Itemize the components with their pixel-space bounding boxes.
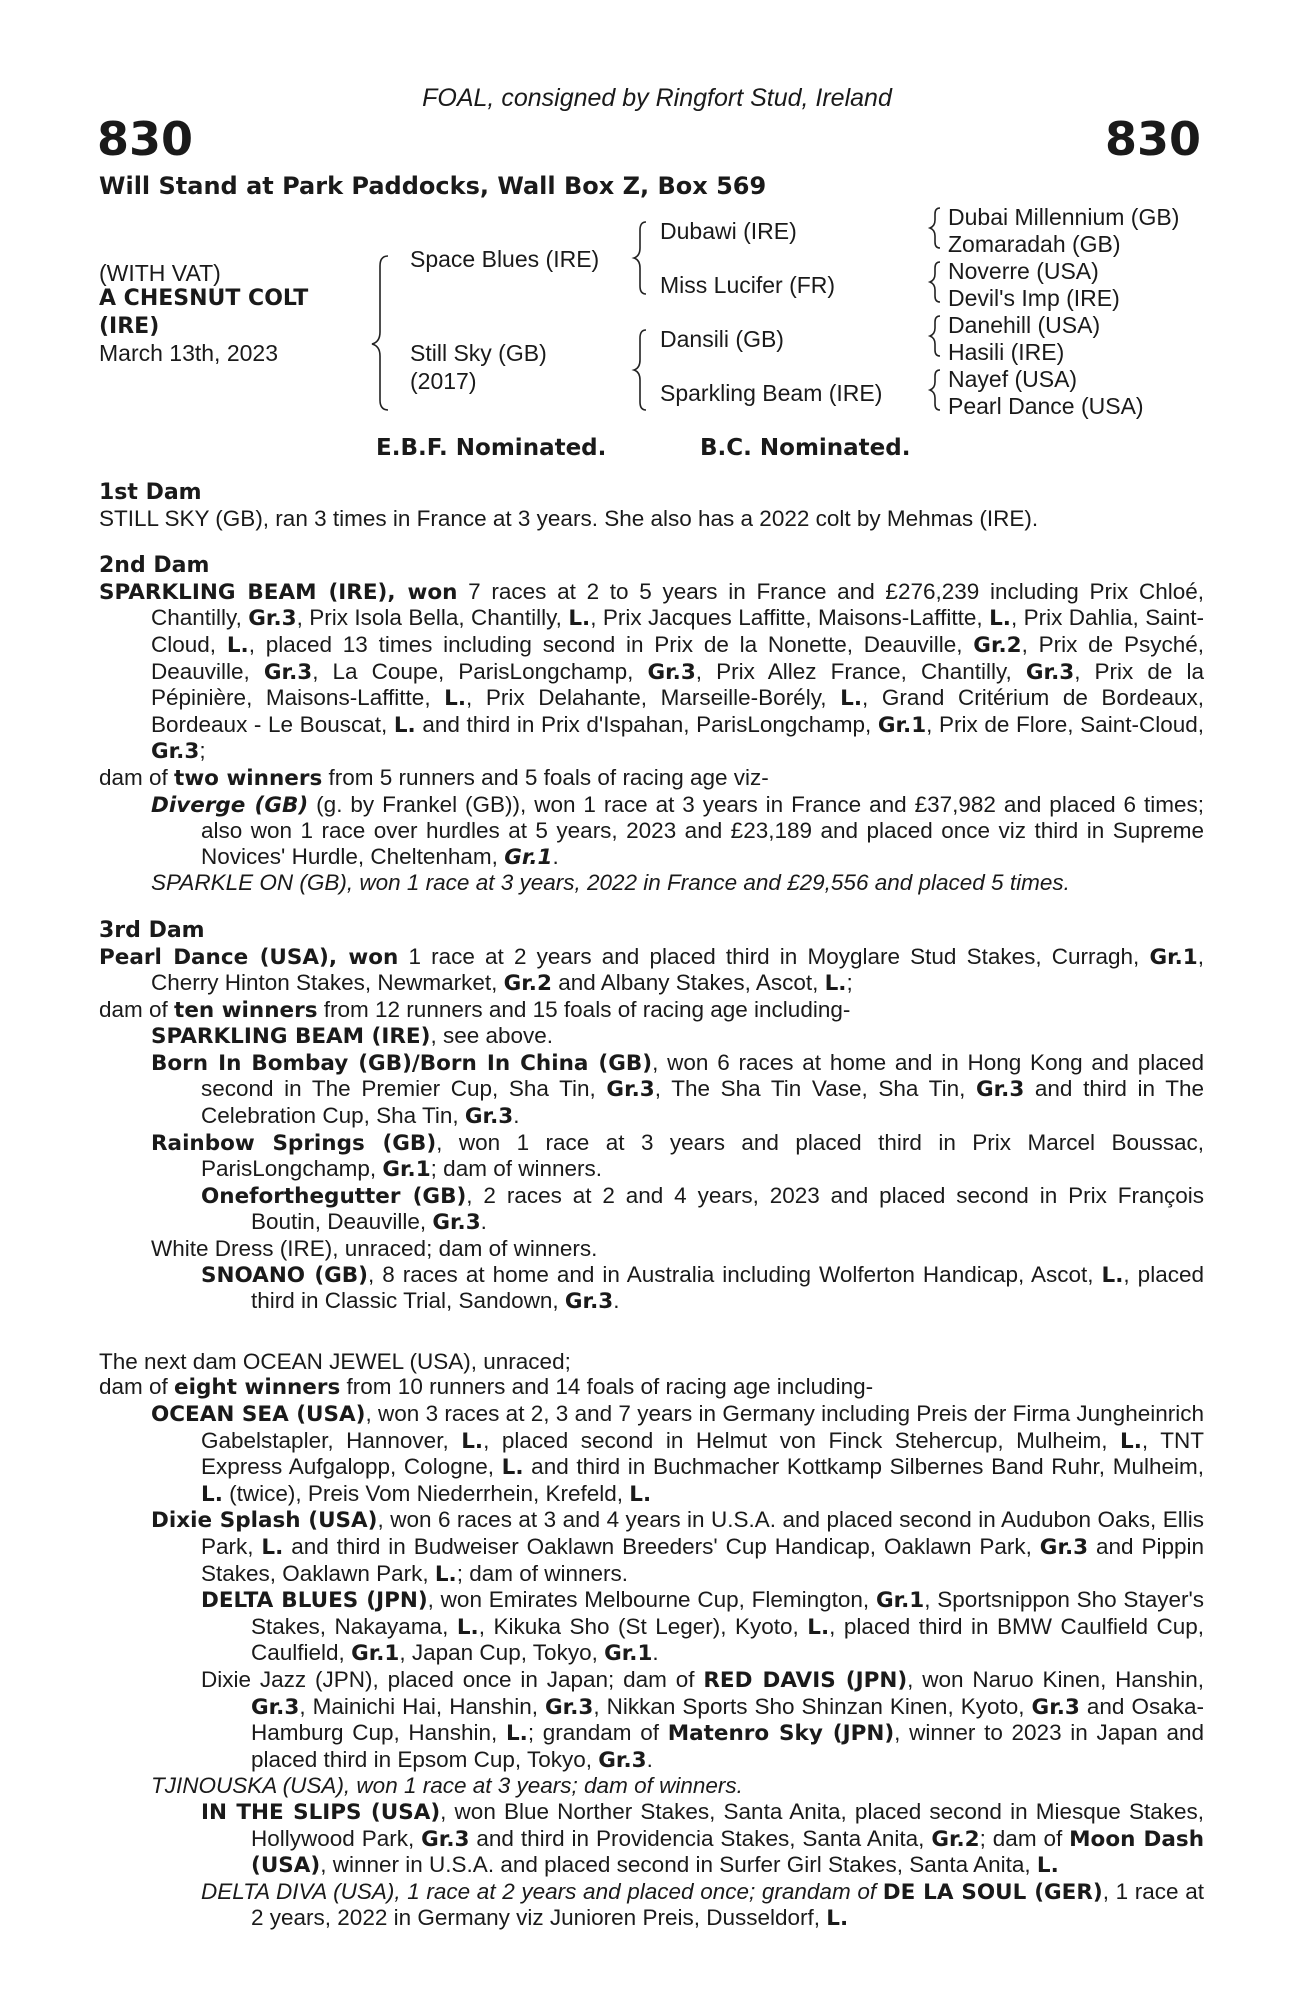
horse-name: Dixie Splash (USA) — [151, 1508, 378, 1534]
horse-name: Pearl Dance (USA) — [99, 944, 329, 970]
first-dam-text: STILL SKY (GB), ran 3 times in France at 3 years. She also has a 2022 colt by Mehmas (IRE). — [99, 505, 1039, 531]
g3-ancestor: Pearl Dance (USA) — [948, 393, 1144, 419]
produce-entry: White Dress (IRE), unraced; dam of winners. — [151, 1236, 598, 1262]
produce-entry: Oneforthegutter (GB), 2 races at 2 and 4 years, 2023 and placed second in Prix François Boutin, Deauville, Gr.3. — [201, 1182, 1204, 1236]
horse-name: Born In Bombay (GB)/Born In China (GB) — [151, 1050, 653, 1076]
produce-entry: SNOANO (GB), 8 races at home and in Australia including Wolferton Handicap, Ascot, L., placed third in Classic Trial, Sandown, Gr.3. — [201, 1261, 1204, 1315]
produce-entry: Rainbow Springs (GB), won 1 race at 3 years and placed third in Prix Marcel Boussac, ParisLongchamp, Gr.1; dam of winners. — [151, 1129, 1204, 1183]
produce-entry: Diverge (GB) (g. by Frankel (GB)), won 1 race at 3 years in France and £37,982 and placed 6 times; also won 1 race over hurdles at 5 years, 2023 and £23,189 and placed once viz third in Supreme Novices' Hurdle, Cheltenham, Gr.1. — [151, 791, 1205, 870]
horse-name: IN THE SLIPS (USA) — [201, 1799, 441, 1825]
foal-birthdate: March 13th, 2023 — [99, 340, 279, 366]
horse-name: Diverge (GB) — [151, 792, 309, 818]
produce-entry: IN THE SLIPS (USA), won Blue Norther Stakes, Santa Anita, placed second in Miesque Stakes, Hollywood Park, Gr.3 and third in Providencia Stakes, Santa Anita, Gr.2; dam of Moon Dash (USA), winner in U.S.A. and placed second in Surfer Girl Stakes, Santa Anita, L. — [201, 1798, 1205, 1879]
g3-ancestor: Zomaradah (GB) — [948, 231, 1121, 257]
consignor-line: FOAL, consigned by Ringfort Stud, Ireland — [422, 84, 892, 112]
next-dam-intro: The next dam OCEAN JEWEL (USA), unraced; — [99, 1348, 571, 1374]
horse-name: Moon Dash (USA) — [251, 1826, 1205, 1879]
catalogue-body — [99, 480, 1204, 1932]
horse-name: SPARKLING BEAM (IRE) — [99, 579, 388, 605]
produce-entry: Dixie Jazz (JPN), placed once in Japan; dam of RED DAVIS (JPN), won Naruo Kinen, Hanshin, Gr.3, Mainichi Hai, Hanshin, Gr.3, Nikkan Sports Sho Shinzan Kinen, Kyoto, Gr.3 and Osaka-Hamburg Cup, Hanshin, L.; grandam of Matenro Sky (JPN), winner to 2023 in Japan and placed third in Epsom Cup, Tokyo, Gr.3. — [201, 1666, 1204, 1773]
dam-year: (2017) — [410, 368, 477, 394]
g3-ancestor: Dubai Millennium (GB) — [948, 204, 1180, 230]
foal-title: A CHESNUT COLT — [99, 286, 309, 311]
horse-name: Oneforthegutter (GB) — [201, 1183, 467, 1209]
third-dam-section — [99, 918, 1204, 1315]
horse-name: DE LA SOUL (GER) — [882, 1879, 1103, 1905]
second-dam-section — [99, 553, 1204, 896]
sire-dam: Miss Lucifer (FR) — [660, 272, 836, 298]
produce-entry: OCEAN SEA (USA), won 3 races at 2, 3 and 7 years in Germany including Preis der Firma Jungheinrich Gabelstapler, Hannover, L., placed second in Helmut von Finck Stehercup, Mulheim, L., TNT Express Aufgalopp, Cologne, L. and third in Buchmacher Kottkamp Silbernes Band Ruhr, Mulheim, L. (twice), Preis Vom Niederrhein, Krefeld, L. — [151, 1401, 1204, 1507]
horse-name: OCEAN SEA (USA) — [151, 1402, 366, 1427]
lot-number-left: 830 — [97, 112, 194, 166]
produce-entry: Dixie Splash (USA), won 6 races at 3 and 4 years in U.S.A. and placed second in Audubon Oaks, Ellis Park, L. and third in Budweiser Oaklawn Breeders' Cup Handicap, Oaklawn Park, Gr.3 and Pippin Stakes, Oaklawn Park, L.; dam of winners. — [151, 1507, 1204, 1587]
first-dam-section — [99, 480, 1204, 531]
dam-sire: Dansili (GB) — [660, 326, 784, 352]
lot-number-right: 830 — [1104, 112, 1201, 166]
section-heading: 2nd Dam — [99, 553, 210, 579]
produce-entry: DELTA DIVA (USA), 1 race at 2 years and placed once; grandam of DE LA SOUL (GER), 1 race at 2 years, 2022 in Germany viz Junioren Preis, Dusseldorf, L. — [201, 1878, 1204, 1932]
second-dam-produce-summary: dam of two winners from 5 runners and 5 foals of racing age viz- — [99, 764, 769, 791]
section-heading: 1st Dam — [99, 480, 202, 505]
g3-ancestor: Devil's Imp (IRE) — [948, 285, 1120, 311]
second-dam-record: SPARKLING BEAM (IRE), won 7 races at 2 to 5 years in France and £276,239 including Prix Chloé, Chantilly, Gr.3, Prix Isola Bella, Chantilly, L., Prix Jacques Laffitte, Maisons-Laffitte, L., Prix Dahlia, Saint-Cloud, L., placed 13 times including second in Prix de la Nonette, Deauville, Gr.2, Prix de Psyché, Deauville, Gr.3, La Coupe, ParisLongchamp, Gr.3, Prix Allez France, Chantilly, Gr.3, Prix de la Pépinière, Maisons-Laffitte, L., Prix Delahante, Marseille-Borély, L., Grand Critérium de Bordeaux, Bordeaux - Le Bouscat, L. and third in Prix d'Ispahan, ParisLongchamp, Gr.1, Prix de Flore, Saint-Cloud, Gr.3; — [99, 578, 1205, 765]
dam-dam: Sparkling Beam (IRE) — [660, 380, 883, 406]
produce-entry: Born In Bombay (GB)/Born In China (GB), won 6 races at home and in Hong Kong and placed second in The Premier Cup, Sha Tin, Gr.3, The Sha Tin Vase, Sha Tin, Gr.3 and third in The Celebration Cup, Sha Tin, Gr.3. — [151, 1049, 1205, 1130]
produce-entry: SPARKLING BEAM (IRE), see above. — [151, 1023, 554, 1050]
section-heading: 3rd Dam — [99, 917, 205, 943]
horse-name: SNOANO (GB) — [201, 1262, 369, 1288]
ebf-nominated: E.B.F. Nominated. — [376, 435, 607, 461]
horse-name: DELTA BLUES (JPN) — [201, 1588, 428, 1614]
foal-vat-note: (WITH VAT) — [99, 260, 221, 286]
horse-name: SPARKLING BEAM (IRE) — [151, 1024, 431, 1050]
bc-nominated: B.C. Nominated. — [700, 435, 911, 461]
next-dam-section — [99, 1349, 1204, 1932]
g3-ancestor: Hasili (IRE) — [948, 339, 1065, 365]
produce-entry: SPARKLE ON (GB), won 1 race at 3 years, 2022 in France and £29,556 and placed 5 times. — [151, 870, 1070, 896]
next-dam-produce-summary: dam of eight winners from 10 runners and 14 foals of racing age including- — [99, 1374, 874, 1401]
horse-name: RED DAVIS (JPN) — [703, 1667, 908, 1693]
stable-location: Will Stand at Park Paddocks, Wall Box Z, Box 569 — [99, 172, 767, 200]
sire-sire: Dubawi (IRE) — [660, 218, 797, 244]
g3-ancestor: Danehill (USA) — [948, 312, 1101, 338]
horse-name: Matenro Sky (JPN) — [667, 1721, 895, 1747]
produce-entry: DELTA BLUES (JPN), won Emirates Melbourne Cup, Flemington, Gr.1, Sportsnippon Sho Stayer's Stakes, Nakayama, L., Kikuka Sho (St Leger), Kyoto, L., placed third in BMW Caulfield Cup, Caulfield, Gr.1, Japan Cup, Tokyo, Gr.1. — [201, 1587, 1205, 1667]
dam-name: Still Sky (GB) — [410, 340, 547, 366]
third-dam-produce-summary: dam of ten winners from 12 runners and 15 foals of racing age including- — [99, 996, 851, 1023]
third-dam-record: Pearl Dance (USA), won 1 race at 2 years and placed third in Moyglare Stud Stakes, Curragh, Gr.1, Cherry Hinton Stakes, Newmarket, Gr.2 and Albany Stakes, Ascot, L.; — [99, 943, 1205, 997]
g3-ancestor: Nayef (USA) — [948, 366, 1078, 392]
foal-country: (IRE) — [99, 314, 160, 339]
produce-entry: TJINOUSKA (USA), won 1 race at 3 years; dam of winners. — [151, 1773, 743, 1799]
g3-ancestor: Noverre (USA) — [948, 258, 1099, 284]
sire-name: Space Blues (IRE) — [410, 246, 600, 272]
horse-name: Rainbow Springs (GB) — [151, 1130, 437, 1156]
